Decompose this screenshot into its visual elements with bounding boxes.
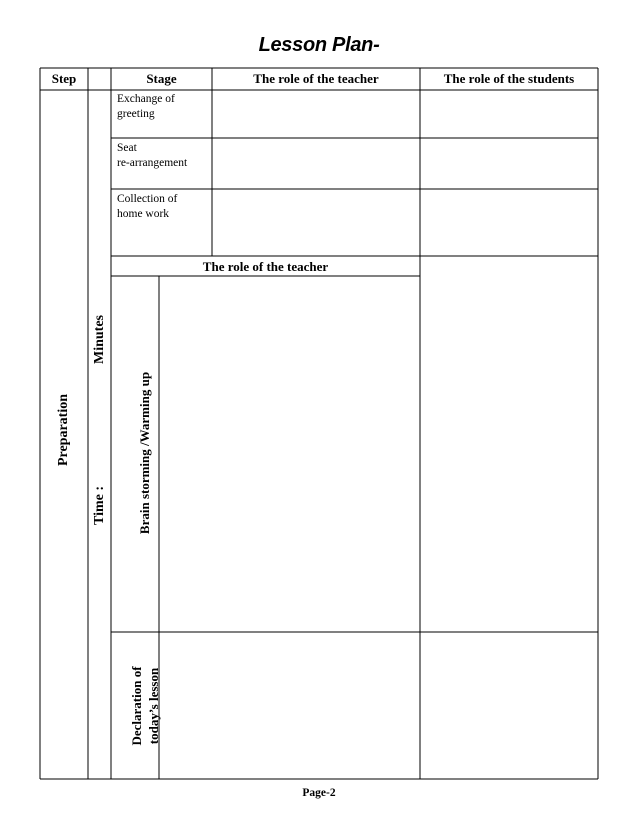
header-teacher-role: The role of the teacher xyxy=(253,71,379,86)
page-number: Page-2 xyxy=(302,787,336,799)
page-title: Lesson Plan- xyxy=(258,34,380,56)
minutes-label: Minutes xyxy=(92,315,107,364)
stage-exchange-greeting: Exchange of greeting xyxy=(117,93,175,120)
step-preparation-label: Preparation xyxy=(56,393,71,467)
activity-declaration-label: Declaration of today’s lesson xyxy=(129,666,161,746)
time-label: Time : xyxy=(92,485,107,525)
time-minutes-label xyxy=(91,315,109,525)
header-step: Step xyxy=(51,71,77,86)
activity-brainstorming-label: Brain storming /Warming up xyxy=(137,371,152,535)
sub-header-teacher-role: The role of the teacher xyxy=(202,259,329,274)
header-stage: Stage xyxy=(146,71,177,86)
header-students-role: The role of the students xyxy=(443,71,575,86)
stage-seat-rearrangement: Seat re-arrangement xyxy=(117,142,188,169)
stage-collection-homework: Collection of home work xyxy=(117,193,178,220)
